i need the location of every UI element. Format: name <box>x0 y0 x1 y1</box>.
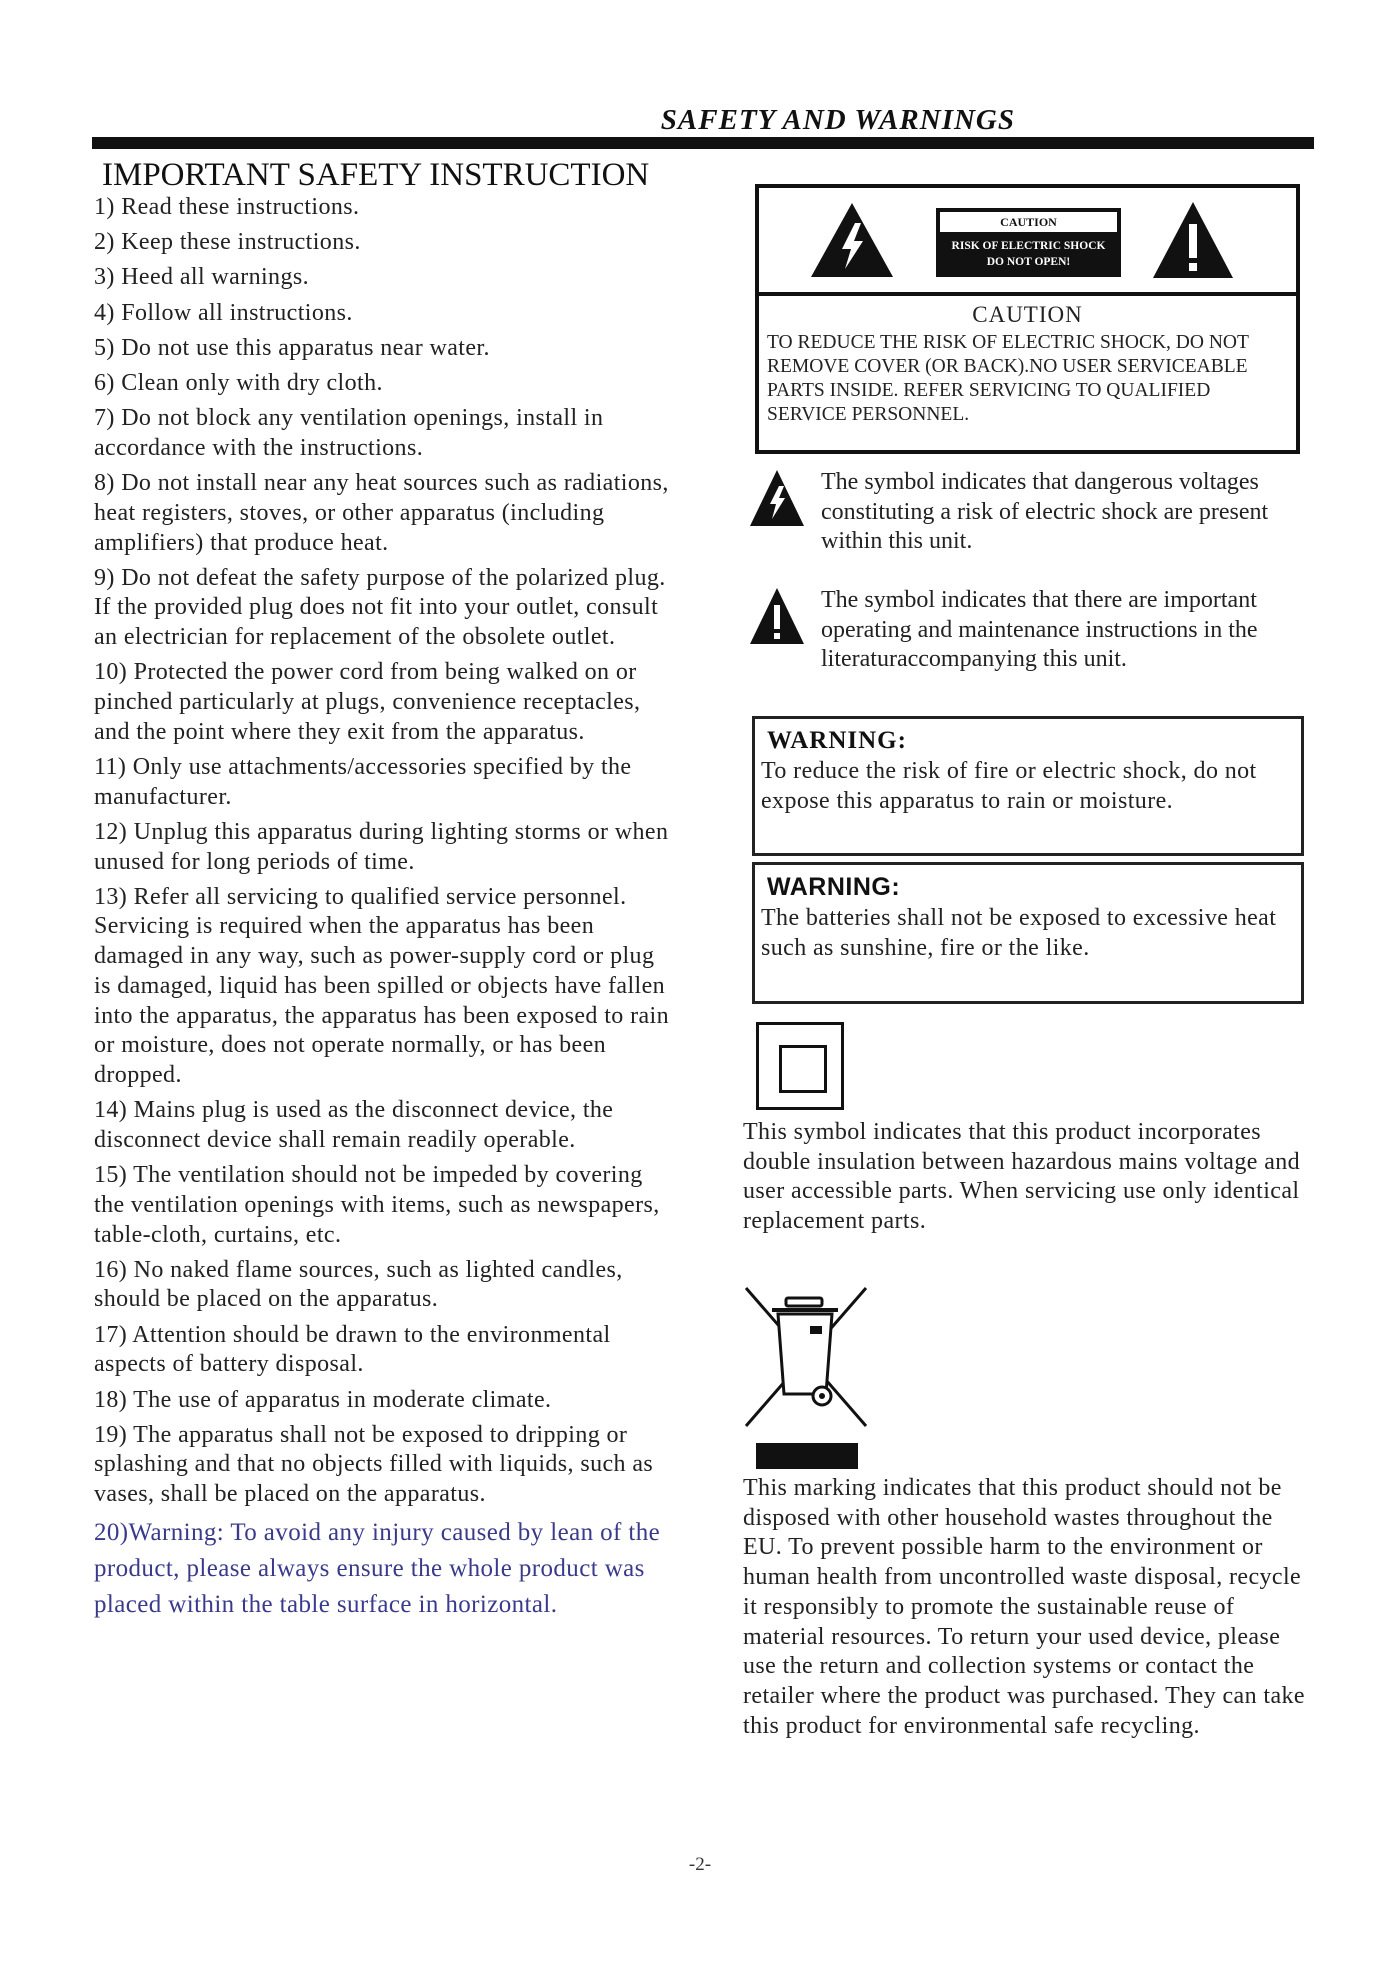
caution-box <box>755 184 1300 454</box>
instruction-item: 16) No naked flame sources, such as lighted candles, should be placed on the apparatus. <box>94 1256 623 1313</box>
warning-moisture-heading: WARNING: <box>767 727 907 754</box>
instruction-item: 5) Do not use this apparatus near water. <box>94 334 490 361</box>
section-title: SAFETY AND WARNINGS <box>660 104 1015 136</box>
caution-text: TO REDUCE THE RISK OF ELECTRIC SHOCK, DO NOT REMOVE COVER (OR BACK).NO USER SERVICEABLE PARTS INSIDE. REFER SERVICING TO QUALIFIED SERVICE PERSONNEL. <box>767 332 1249 425</box>
page-title: IMPORTANT SAFETY INSTRUCTION <box>102 157 650 193</box>
warning-batteries-heading: WARNING: <box>767 873 901 901</box>
instruction-item: 9) Do not defeat the safety purpose of the polarized plug. If the provided plug does not fit into your outlet, consult an electrician for replacement of the obsolete outlet. <box>94 564 666 651</box>
instruction-item: 17) Attention should be drawn to the environmental aspects of battery disposal. <box>94 1321 611 1378</box>
caution-label-title: CAUTION <box>940 212 1117 232</box>
instruction-item: 12) Unplug this apparatus during lighting storms or when unused for long periods of time. <box>94 818 669 875</box>
instruction-item: 2) Keep these instructions. <box>94 229 361 256</box>
instruction-item: 11) Only use attachments/accessories specified by the manufacturer. <box>94 753 632 810</box>
caution-symbol-strip <box>759 188 1296 296</box>
caution-heading: CAUTION <box>972 302 1083 327</box>
instruction-item: 14) Mains plug is used as the disconnect device, the disconnect device shall remain readily operable. <box>94 1097 614 1153</box>
caution-label <box>936 208 1121 277</box>
weee-bar <box>756 1443 858 1469</box>
double-insulation-inner-square <box>779 1045 827 1093</box>
instruction-item: 1) Read these instructions. <box>94 194 360 220</box>
warning-batteries-text: The batteries shall not be exposed to excessive heat such as sunshine, fire or the like. <box>761 905 1277 961</box>
exclamation-warning-icon <box>1151 200 1235 280</box>
instruction-item: 19) The apparatus shall not be exposed to dripping or splashing and that no objects filled with liquids, such as vases, shall be placed on the apparatus. <box>94 1421 654 1508</box>
instruction-item: 4) Follow all instructions. <box>94 299 353 326</box>
header-rule <box>92 137 1314 149</box>
warning-moisture-text: To reduce the risk of fire or electric shock, do not expose this apparatus to rain or moisture. <box>761 758 1257 814</box>
caution-label-text <box>936 232 1121 270</box>
instruction-item: 3) Heed all warnings. <box>94 264 310 291</box>
double-insulation-text: This symbol indicates that this product incorporates double insulation between hazardous mains voltage and user accessible parts. When servicing use only identical replacement parts. <box>743 1119 1301 1235</box>
instruction-list <box>94 193 674 1629</box>
important-symbol-text: The symbol indicates that there are important operating and maintenance instructions in the literaturaccompanying this unit. <box>821 587 1258 672</box>
instruction-item: 8) Do not install near any heat sources such as radiations, heat registers, stoves, or other apparatus (including amplifiers) that produce heat. <box>94 470 669 556</box>
instruction-item: 10) Protected the power cord from being walked on or pinched particularly at plugs, convenience receptacles, and the point where they exit from the apparatus. <box>94 659 641 745</box>
instruction-item: 6) Clean only with dry cloth. <box>94 370 383 397</box>
electric-shock-warning-icon <box>809 201 895 279</box>
warning-batteries-box <box>752 862 1304 1004</box>
caution-label-line: RISK OF ELECTRIC SHOCK <box>951 240 1106 252</box>
page-number: -2- <box>688 1854 712 1875</box>
double-insulation-icon <box>756 1022 844 1110</box>
instruction-item: 13) Refer all servicing to qualified service personnel. Servicing is required when the apparatus has been damaged in any way, such as power-supply cord or plug is damaged, liquid has been spilled or objects have fallen into the apparatus, the apparatus has been exposed to rain or moisture, does not operate normally, or has been dropped. <box>94 883 670 1088</box>
weee-text: This marking indicates that this product should not be disposed with other household wastes throughout the EU. To prevent possible harm to the environment or human health from uncontrolled waste disposal, recycle it responsibly to promote the sustainable reuse of material resources. To return your used device, please use the return and collection systems or contact the retailer where the product was purchased. They can take this product for environmental safe recycling. <box>743 1475 1305 1739</box>
instruction-item: 7) Do not block any ventilation openings, install in accordance with the instructions. <box>94 405 604 461</box>
instruction-warning: 20)Warning: To avoid any injury caused by lean of the product, please always ensure the whole product was placed within the table surface in horizontal. <box>94 1519 661 1619</box>
voltage-symbol-text: The symbol indicates that dangerous voltages constituting a risk of electric shock are present within this unit. <box>821 469 1269 554</box>
instruction-item: 18) The use of apparatus in moderate climate. <box>94 1386 552 1413</box>
crossed-out-wheelie-bin-icon <box>742 1284 870 1432</box>
instruction-item: 15) The ventilation should not be impeded by covering the ventilation openings with items, such as newspapers, table-cloth, curtains, etc. <box>94 1162 660 1248</box>
exclamation-icon <box>748 586 806 646</box>
warning-moisture-box <box>752 716 1304 856</box>
caution-label-line: DO NOT OPEN! <box>986 256 1071 268</box>
electric-shock-icon <box>748 468 806 528</box>
